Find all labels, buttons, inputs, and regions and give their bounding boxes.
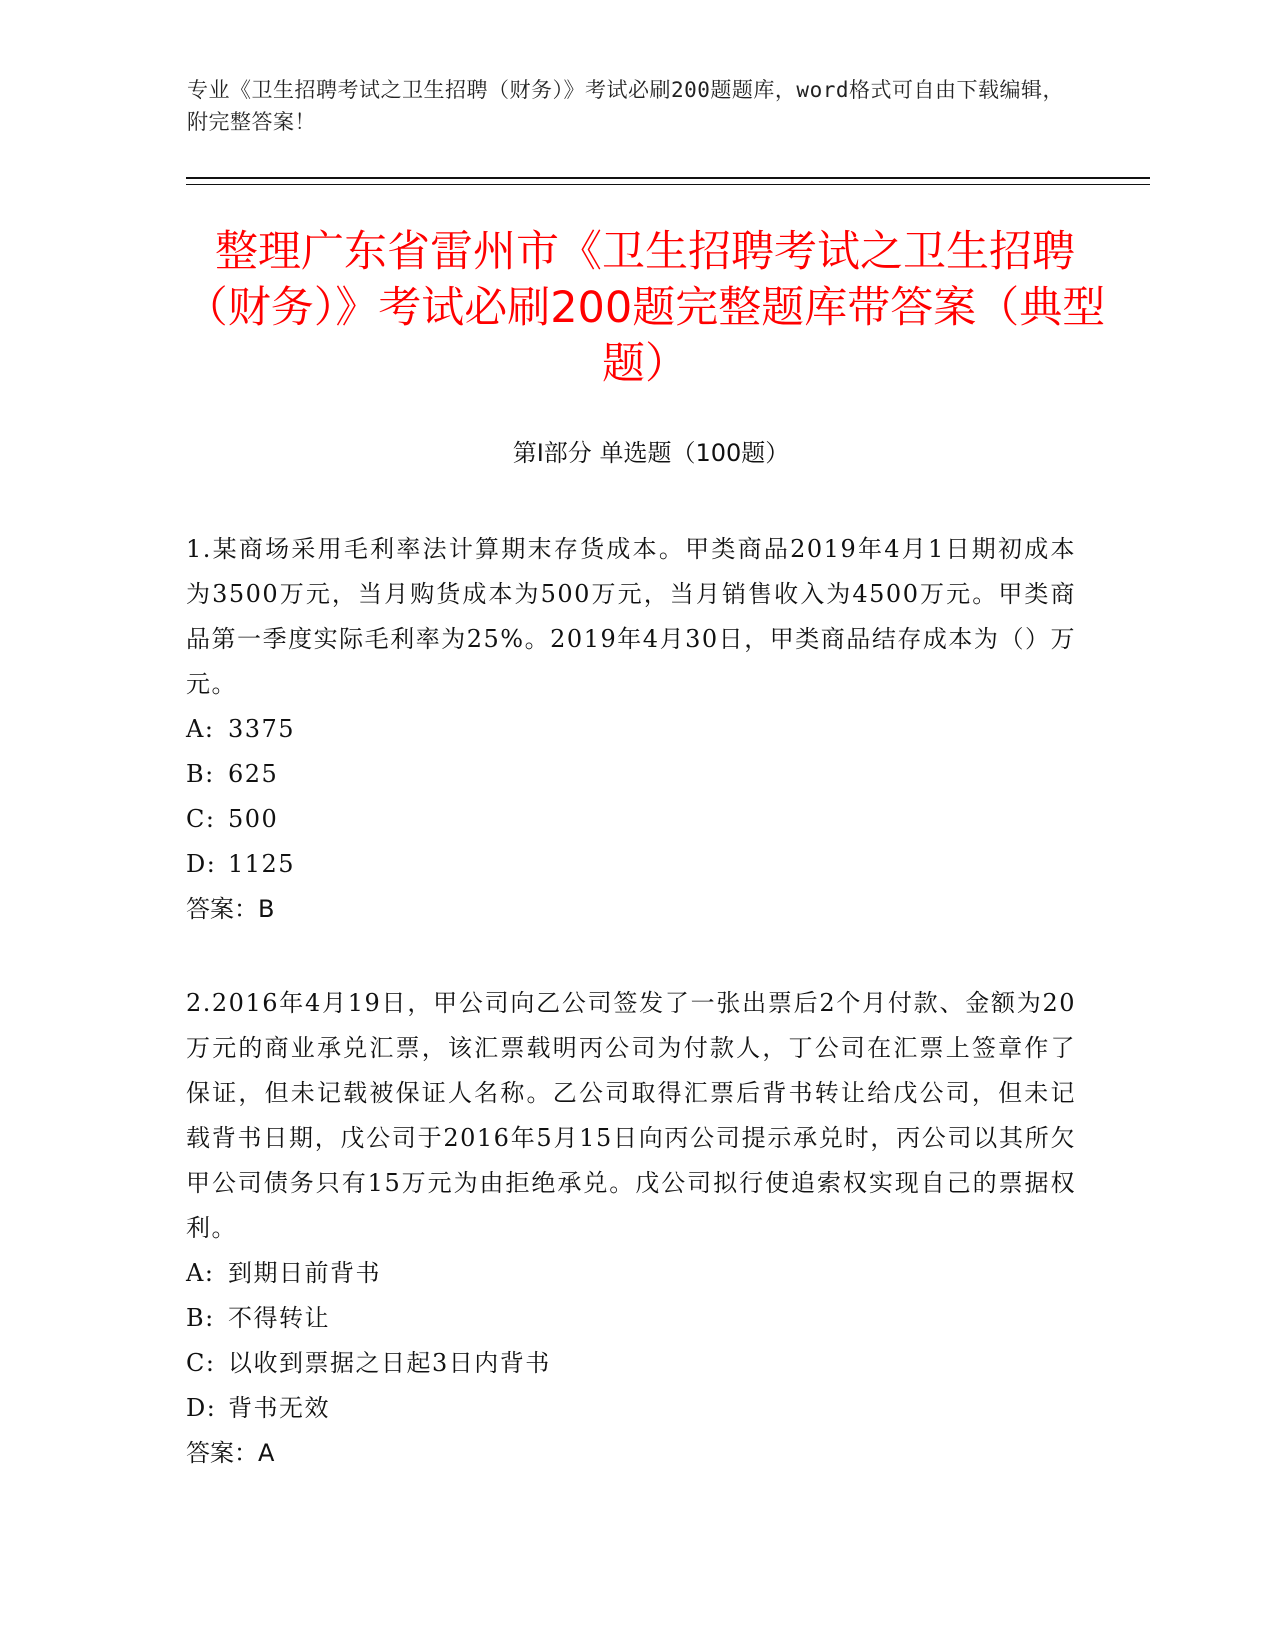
question-1 xyxy=(186,527,1076,932)
answer-line: 答案：B xyxy=(186,895,275,923)
option-letter: A: xyxy=(186,715,215,743)
option-text: 不得转让 xyxy=(228,1304,330,1332)
option-b xyxy=(186,752,1076,797)
question-stem: 1.某商场采用毛利率法计算期末存货成本。甲类商品2019年4月1日期初成本为3500万元，当月购货成本为500万元，当月销售收入为4500万元。甲类商品第一季度实际毛利率为25%。2019年4月30日，甲类商品结存成本为（）万元。 xyxy=(186,535,1076,698)
option-text: 背书无效 xyxy=(228,1394,330,1422)
option-list xyxy=(186,707,1076,887)
answer-line: 答案：A xyxy=(186,1439,275,1467)
option-text: 500 xyxy=(228,805,279,833)
option-letter: B: xyxy=(186,760,215,788)
option-c xyxy=(186,1341,1076,1386)
option-letter: A: xyxy=(186,1259,215,1287)
option-d xyxy=(186,1386,1076,1431)
option-b xyxy=(186,1296,1076,1341)
section-heading: 第I部分 单选题（100题） xyxy=(512,439,790,467)
option-text: 3375 xyxy=(228,715,296,743)
option-text: 以收到票据之日起3日内背书 xyxy=(228,1349,551,1377)
question-stem: 2.2016年4月19日，甲公司向乙公司签发了一张出票后2个月付款、金额为20万元的商业承兑汇票，该汇票载明丙公司为付款人，丁公司在汇票上签章作了保证，但未记载被保证人名称。乙公司取得汇票后背书转让给戊公司，但未记载背书日期，戊公司于2016年5月15日向丙公司提示承兑时，丙公司以其所欠甲公司债务只有15万元为由拒绝承兑。戊公司拟行使追索权实现自己的票据权利。 xyxy=(186,989,1076,1242)
option-a xyxy=(186,707,1076,752)
option-text: 1125 xyxy=(228,850,296,878)
header-note: 专业《卫生招聘考试之卫生招聘（财务）》考试必刷200题题库，word格式可自由下载编辑，附完整答案！ xyxy=(187,78,1064,134)
option-list xyxy=(186,1251,1076,1431)
document-title: 整理广东省雷州市《卫生招聘考试之卫生招聘（财务）》考试必刷200题完整题库带答案（典型题） xyxy=(184,227,1106,389)
option-letter: D: xyxy=(186,850,217,878)
option-d xyxy=(186,842,1076,887)
option-text: 到期日前背书 xyxy=(228,1259,381,1287)
option-letter: B: xyxy=(186,1304,215,1332)
header-rule-thick xyxy=(186,177,1150,179)
option-a xyxy=(186,1251,1076,1296)
question-2 xyxy=(186,981,1076,1476)
header-rule-thin xyxy=(186,184,1150,185)
option-letter: C: xyxy=(186,805,216,833)
option-c xyxy=(186,797,1076,842)
option-text: 625 xyxy=(228,760,279,788)
option-letter: D: xyxy=(186,1394,217,1422)
option-letter: C: xyxy=(186,1349,216,1377)
